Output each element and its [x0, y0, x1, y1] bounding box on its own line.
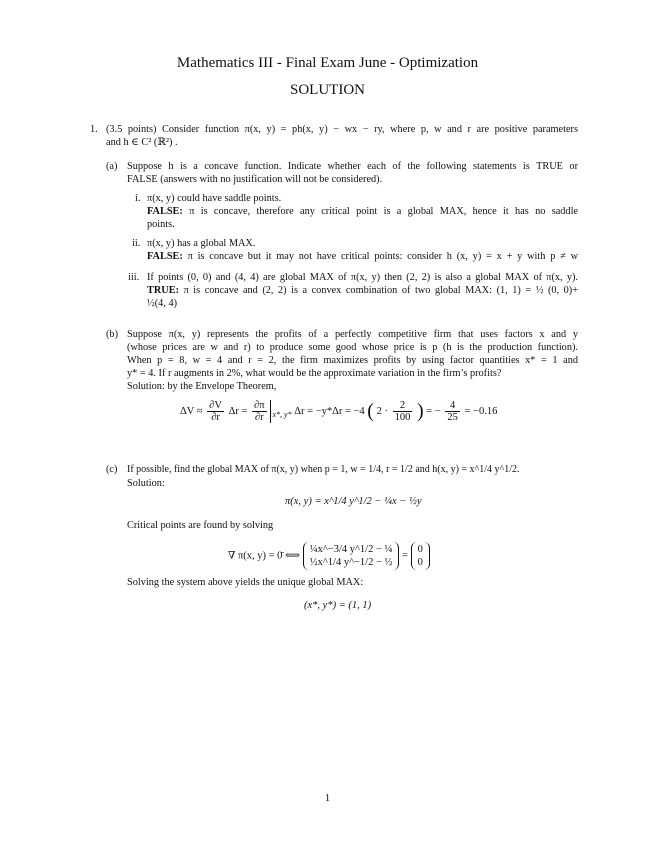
eq-f4-num: 4	[445, 400, 460, 412]
question-intro-line1: (3.5 points) Consider function π(x, y) = ph(x, y) − wx − ry, where p, w and r are positive parameters	[106, 124, 578, 135]
max-result: (x*, y*) = (1, 1)	[304, 600, 372, 611]
eq-mid2: Δr = −y*Δr = −4	[294, 405, 365, 417]
eq-fraction-dv-dr	[207, 400, 224, 423]
item-ii-statement: π(x, y) has a global MAX.	[147, 238, 256, 249]
eq-eval-point: x*, y*	[272, 410, 292, 419]
solution-heading: SOLUTION	[290, 82, 365, 98]
eq-paren-open: (	[367, 400, 374, 422]
question-number: 1.	[90, 124, 98, 135]
eq-f3-den: 100	[394, 412, 411, 423]
zero-row1: 0	[417, 544, 423, 555]
part-b-line4: y* = 4. If r augments in 2%, what would be the approximate variation in the firm’s profits?	[127, 368, 502, 379]
eq-paren-close: )	[416, 400, 424, 422]
zero-vector	[411, 542, 430, 570]
eq-f4-den: 25	[447, 412, 458, 423]
item-iii-verdict: TRUE:	[147, 285, 180, 296]
eq-f1-num: ∂V	[209, 400, 222, 411]
item-i-statement: π(x, y) could have saddle points.	[147, 193, 282, 204]
part-a-prompt-line2: FALSE (answers with no justification will not be considered).	[127, 174, 383, 185]
eq-equals-minus: = −	[426, 405, 441, 417]
page-number: 1	[324, 792, 331, 804]
eq-fraction-dpi-dr	[252, 400, 271, 423]
item-ii-answer-line1: π is concave but it may not have critical points: consider h (x, y) = x + y with p ≠ w	[187, 251, 579, 262]
exam-title: Mathematics III - Final Exam June - Optimization	[176, 55, 479, 71]
item-ii-label: ii.	[132, 238, 141, 249]
part-b-label: (b)	[106, 329, 119, 340]
gradient-vector	[303, 542, 400, 570]
part-a-label: (a)	[106, 161, 118, 172]
part-a-prompt-line1: Suppose h is a concave function. Indicate whether each of the following statements is TRUE or	[127, 161, 578, 172]
zero-row2: 0	[417, 557, 423, 568]
critical-points-text: Critical points are found by solving	[127, 520, 274, 531]
gradient-lhs: ∇ π(x, y) = 0̄ ⟺	[228, 550, 301, 562]
gradient-equation	[228, 542, 430, 570]
item-i-verdict: FALSE:	[147, 206, 183, 217]
eq-f2-num: ∂π	[254, 400, 265, 411]
item-ii-answer	[147, 251, 578, 264]
item-iii-answer-line2: ½(4, 4)	[147, 298, 178, 309]
part-b-line3: When p = 8, w = 4 and r = 2, the firm maximizes profits by using factor quantities x* = 1 and	[127, 355, 578, 366]
eq-f1-den: ∂r	[211, 412, 220, 423]
part-c-solution-label: Solution:	[127, 478, 165, 489]
item-ii-verdict: FALSE:	[147, 251, 183, 262]
gradient-equals: =	[402, 550, 408, 562]
item-i-label: i.	[135, 193, 141, 204]
item-i-answer-line2: points.	[147, 219, 175, 230]
profit-equation: π(x, y) = x^1/4 y^1/2 − ¼x − ½y	[285, 496, 422, 507]
solving-text: Solving the system above yields the unique global MAX:	[127, 577, 364, 588]
part-b-line1: Suppose π(x, y) represents the profits of a perfectly competitive firm that uses factors x and y	[127, 329, 578, 340]
part-b-line2: (whose prices are w and r) to produce some good whose price is p (h is the production function).	[127, 342, 578, 353]
item-iii-answer	[147, 285, 578, 298]
eq-result: = −0.16	[464, 405, 498, 417]
question-intro-line2: and h ∈ C² (ℝ²) .	[106, 137, 178, 148]
item-i-answer-line1: π is concave, therefore any critical point is a global MAX, hence it has no saddle	[189, 206, 578, 217]
eq-fraction-2-100	[393, 400, 413, 423]
eq-lhs: ΔV ≈	[180, 405, 203, 417]
part-b-solution-label: Solution: by the Envelope Theorem,	[127, 381, 277, 392]
part-c-prompt: If possible, find the global MAX of π(x, y) when p = 1, w = 1/4, r = 1/2 and h(x, y) = x^1/4 y^1/2.	[127, 464, 520, 475]
envelope-equation	[180, 400, 497, 423]
eq-fraction-4-25	[445, 400, 460, 423]
gradient-row2: ½x^1/4 y^−1/2 − ½	[309, 557, 393, 568]
item-iii-statement: If points (0, 0) and (4, 4) are global MAX of π(x, y) then (2, 2) is also a global MAX of π(x, y).	[147, 272, 578, 283]
part-c-label: (c)	[106, 464, 118, 475]
eq-f3-num: 2	[393, 400, 413, 412]
gradient-row1: ¼x^−3/4 y^1/2 − ¼	[309, 544, 393, 555]
eq-two: 2 ·	[376, 405, 388, 417]
item-iii-answer-line1: π is concave and (2, 2) is a convex combination of two global MAX: (1, 1) = ½ (0, 0)+	[183, 285, 579, 296]
item-i-answer	[147, 206, 578, 219]
eq-mid1: Δr =	[228, 405, 248, 417]
item-iii-label: iii.	[128, 272, 140, 283]
eq-f2-den: ∂r	[254, 412, 264, 423]
